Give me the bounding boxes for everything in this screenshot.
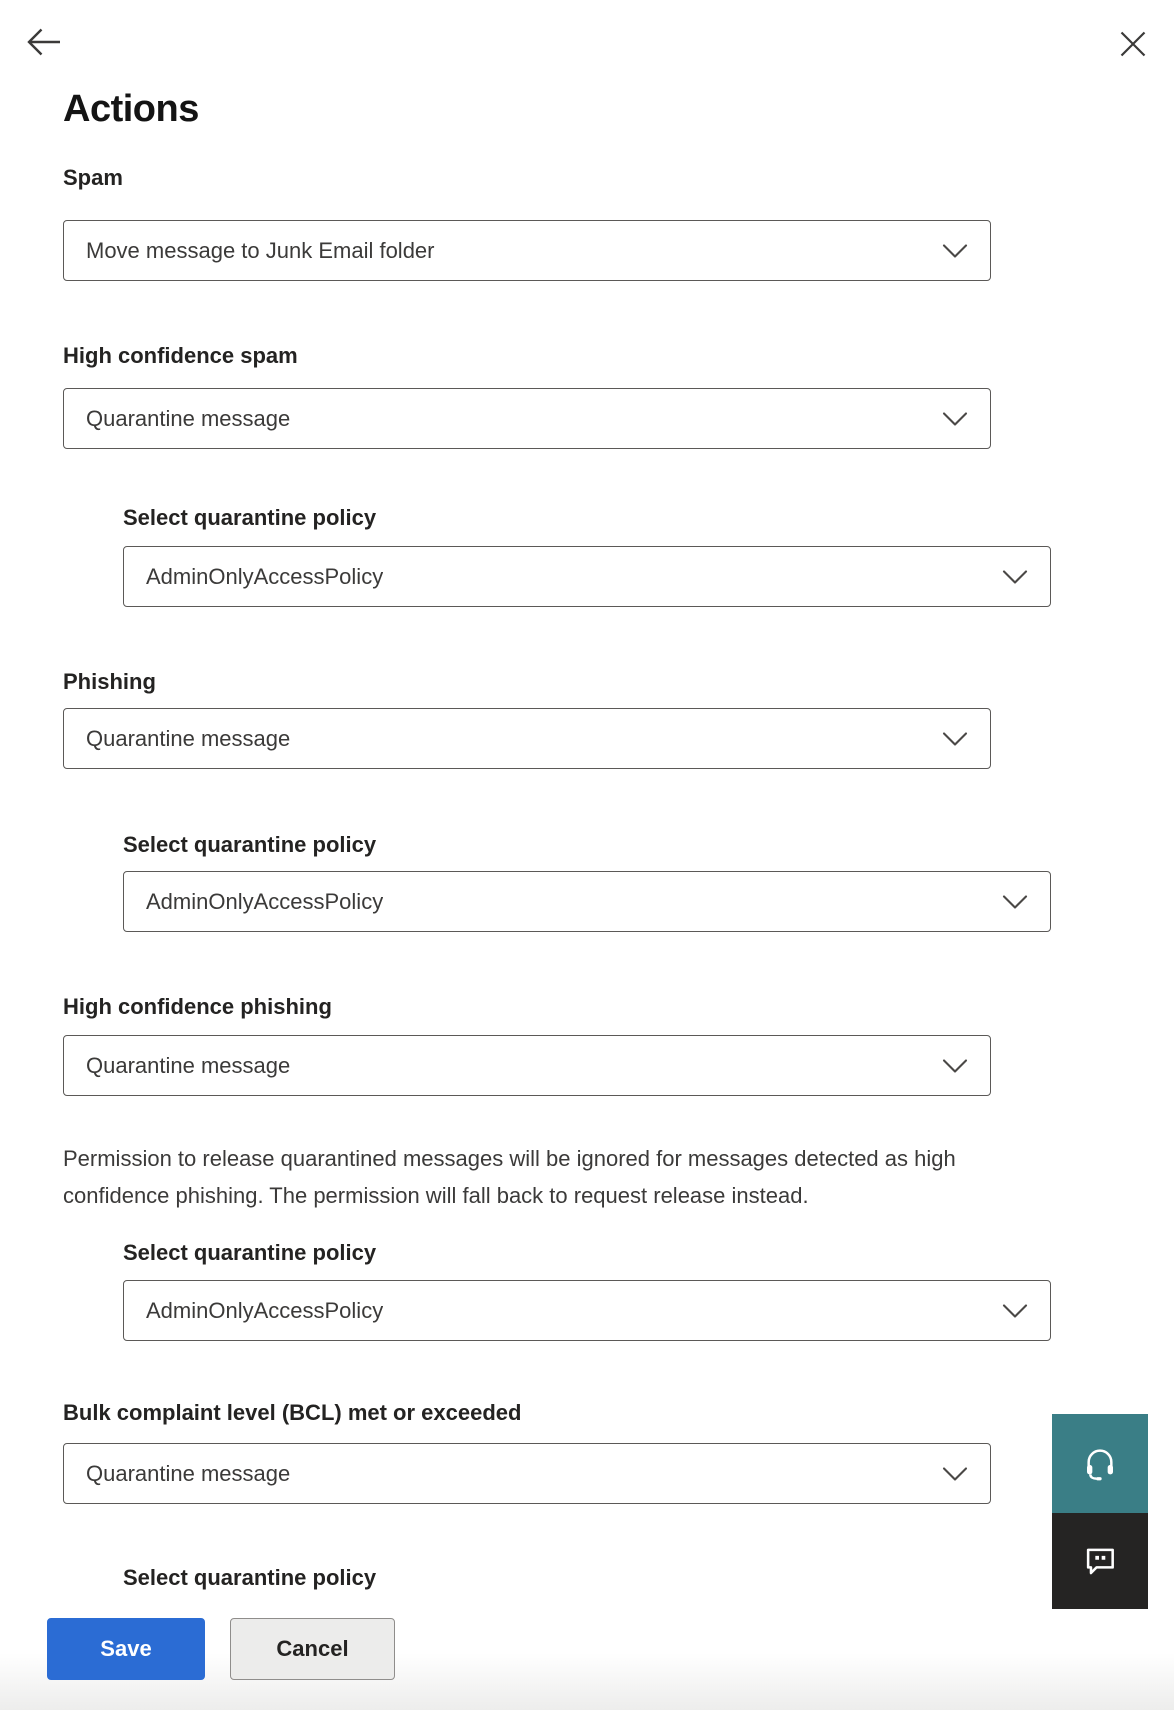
chat-bubble-icon [1081,1542,1119,1580]
quarantine-policy-hcp-label: Select quarantine policy [123,1240,377,1265]
spam-action-dropdown[interactable] [63,220,991,281]
cancel-button[interactable]: Cancel [230,1618,395,1680]
bulk-complaint-level-dropdown[interactable] [63,1443,991,1504]
dropdown-selected-value: Quarantine message [86,1460,291,1486]
spam-label: Spam [63,165,123,190]
chevron-down-icon [1002,894,1028,909]
back-button[interactable] [22,22,66,62]
dropdown-selected-value: Quarantine message [86,1052,291,1078]
chevron-down-icon [942,731,968,746]
dropdown-selected-value: AdminOnlyAccessPolicy [146,563,384,589]
quarantine-policy-spam-dropdown[interactable] [123,546,1051,607]
quarantine-policy-hcp-dropdown[interactable] [123,1280,1051,1341]
bulk-complaint-level-label: Bulk complaint level (BCL) met or exceeded [63,1400,522,1425]
dropdown-selected-value: AdminOnlyAccessPolicy [146,888,384,914]
dropdown-selected-value: Quarantine message [86,725,291,751]
high-confidence-phishing-dropdown[interactable] [63,1035,991,1096]
page-title: Actions [63,88,199,130]
high-confidence-spam-label: High confidence spam [63,343,298,368]
close-button[interactable] [1112,24,1154,64]
quarantine-policy-phishing-dropdown[interactable] [123,871,1051,932]
high-confidence-spam-dropdown[interactable] [63,388,991,449]
dropdown-selected-value: AdminOnlyAccessPolicy [146,1297,384,1323]
headset-icon [1080,1444,1120,1484]
chevron-down-icon [942,243,968,258]
quarantine-policy-bcl-label: Select quarantine policy [123,1565,377,1590]
footer-bar [0,1592,1174,1710]
feedback-button[interactable] [1052,1513,1148,1609]
quarantine-policy-spam-label: Select quarantine policy [123,505,377,530]
quarantine-policy-phishing-label: Select quarantine policy [123,832,377,857]
back-arrow-icon [24,23,64,61]
help-widget [1052,1414,1148,1609]
phishing-label: Phishing [63,669,156,694]
close-icon [1119,30,1147,58]
phishing-action-dropdown[interactable] [63,708,991,769]
chevron-down-icon [942,1466,968,1481]
chevron-down-icon [1002,1303,1028,1318]
save-button[interactable]: Save [47,1618,205,1680]
high-confidence-phishing-label: High confidence phishing [63,994,332,1019]
high-confidence-phishing-note: Permission to release quarantined messages will be ignored for messages detected as high confidence phishing. The permission will fall back to request release instead. [63,1146,956,1208]
chevron-down-icon [942,1058,968,1073]
dropdown-selected-value: Quarantine message [86,405,291,431]
chevron-down-icon [942,411,968,426]
support-button[interactable] [1052,1414,1148,1513]
chevron-down-icon [1002,569,1028,584]
dropdown-selected-value: Move message to Junk Email folder [86,237,435,263]
